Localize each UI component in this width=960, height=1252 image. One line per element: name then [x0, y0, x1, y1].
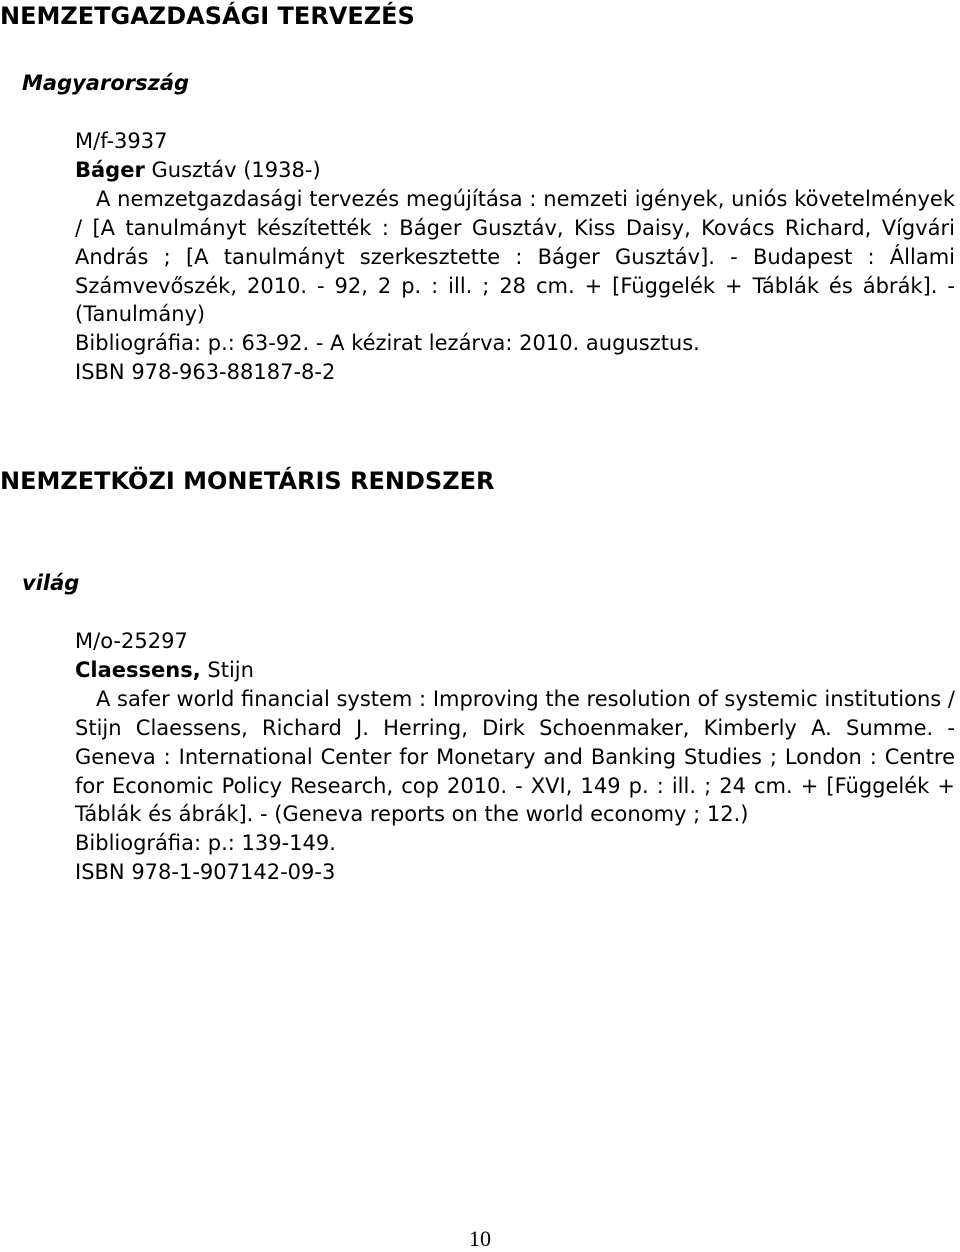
bibliography-note: Bibliográfia: p.: 63-92. - A kézirat lezárva: 2010. augusztus.	[75, 331, 700, 356]
author-line	[75, 156, 955, 185]
author-given-name: Stijn	[200, 657, 254, 682]
section-heading-nemzetkozi-monetaris-rendszer: NEMZETKÖZI MONETÁRIS RENDSZER	[0, 467, 495, 495]
author-given-name: Gusztáv (1938-)	[144, 157, 321, 182]
call-number: M/o-25297	[75, 629, 188, 653]
region-label-vilag: világ	[22, 571, 80, 595]
bibliographic-entry	[75, 127, 955, 387]
bibliographic-entry	[75, 627, 955, 887]
isbn: ISBN 978-1-907142-09-3	[75, 860, 336, 885]
region-label-magyarorszag: Magyarország	[22, 71, 190, 95]
author-surname: Báger	[75, 157, 145, 182]
author-line	[75, 656, 955, 685]
bibliography-note: Bibliográfia: p.: 139-149.	[75, 831, 336, 856]
page-number: 10	[469, 1226, 491, 1251]
section-heading-nemzetgazdasagi-tervezes: NEMZETGAZDASÁGI TERVEZÉS	[0, 2, 415, 30]
entry-description: A nemzetgazdasági tervezés megújítása : nemzeti igények, uniós követelmények / [A tanulmányt készítették : Báger Gusztáv, Kiss Daisy, Kovács Richard, Vígvári András ; [A tanulmányt szerkesztette : Báger Gusztáv]. - Budapest : Állami Számvevőszék, 2010. - 92, 2 p. : ill. ; 28 cm. + [Függelék + Táblák és ábrák]. - (Tanulmány)	[75, 186, 955, 327]
entry-description: A safer world financial system : Improving the resolution of systemic institutions / Stijn Claessens, Richard J. Herring, Dirk Schoenmaker, Kimberly A. Summe. - Geneva : International Center for Monetary and Banking Studies ; London : Centre for Economic Policy Research, cop 2010. - XVI, 149 p. : ill. ; 24 cm. + [Függelék + Táblák és ábrák]. - (Geneva reports on the world economy ; 12.)	[75, 686, 955, 827]
isbn: ISBN 978-963-88187-8-2	[75, 360, 336, 385]
call-number: M/f-3937	[75, 129, 168, 153]
author-surname: Claessens,	[75, 657, 201, 682]
